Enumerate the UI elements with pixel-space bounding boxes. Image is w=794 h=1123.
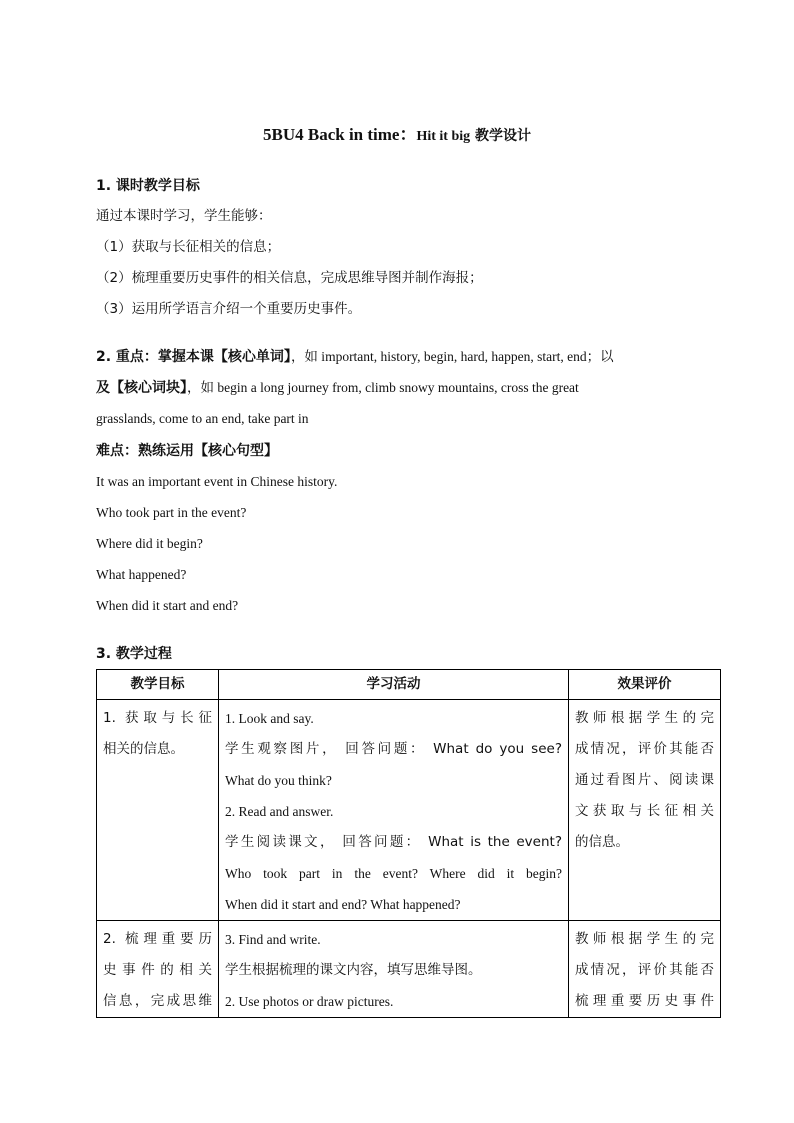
title-sub: Hit it big (416, 129, 471, 144)
activity-line: What do you think? (225, 773, 332, 788)
row2-goal-line: 信息，完成思维 (103, 993, 212, 1009)
table-row (97, 700, 721, 921)
evaluation-line: 文获取与长征相关 (575, 803, 714, 819)
key-points-line (96, 346, 698, 368)
activity-line: 3. Find and write. (225, 932, 321, 947)
objective-item-1: （1）获取与长征相关的信息； (96, 239, 281, 255)
key-phrases-line (96, 377, 698, 399)
core-sentence-1: It was an important event in Chinese history. (96, 474, 338, 489)
activity-line: 学生根据梳理的课文内容，填写思维导图。 (225, 962, 482, 978)
evaluation-line: 成情况，评价其能否 (575, 741, 714, 757)
teaching-process-table (96, 669, 721, 1018)
core-sentence-5: When did it start and end? (96, 598, 239, 613)
activity-line: 1. Look and say. (225, 711, 314, 726)
objective-item-3: （3）运用所学语言介绍一个重要历史事件。 (96, 301, 362, 317)
table-row (97, 921, 721, 1018)
table-header-row (97, 670, 721, 700)
section3-heading: 3. 教学过程 (96, 646, 172, 662)
evaluation-line: 教师根据学生的完 (575, 931, 714, 947)
core-sentence-4: What happened? (96, 567, 187, 582)
evaluation-line: 梳理重要历史事件 (575, 993, 714, 1009)
title-cn: 教学设计 (470, 128, 532, 144)
core-sentence-3: Where did it begin? (96, 536, 203, 551)
activity-line: When did it start and end? What happened? (225, 897, 461, 912)
document-title (0, 122, 794, 150)
section1-intro: 通过本课时学习，学生能够： (96, 208, 272, 224)
evaluation-line: 的信息。 (575, 834, 629, 850)
row2-goal-line: 2. 梳理重要历 (103, 931, 212, 947)
difficulty-label: 难点：熟练运用【核心句型】 (96, 443, 278, 459)
evaluation-line: 成情况，评价其能否 (575, 962, 714, 978)
activity-line: 2. Read and answer. (225, 804, 334, 819)
evaluation-line: 通过看图片、阅读课 (575, 772, 714, 788)
key-phrases: ，如 begin a long journey from, climb snowy mountains, cross the great (187, 380, 579, 395)
title-main: 5BU4 Back in time： (262, 125, 417, 144)
evaluation-line: 教师根据学生的完 (575, 710, 714, 726)
row2-evaluation (569, 921, 721, 1018)
key-phrases-label: 及【核心词块】 (96, 380, 187, 396)
key-words: ，如 important, history, begin, hard, happen, start, end；以 (290, 349, 614, 364)
core-sentence-2: Who took part in the event? (96, 505, 247, 520)
objective-item-2: （2）梳理重要历史事件的相关信息，完成思维导图并制作海报； (96, 270, 483, 286)
row1-evaluation (569, 700, 721, 921)
row2-goal-line: 史事件的相关 (103, 962, 212, 978)
row2-activities (219, 921, 569, 1018)
key-points-label: 2. 重点：掌握本课【核心单词】 (96, 349, 291, 365)
row1-activities (219, 700, 569, 921)
activity-line: Who took part in the event? Where did it begin? (225, 866, 562, 881)
key-phrases-continued: grasslands, come to an end, take part in (96, 411, 309, 426)
activity-line: 学生观察图片， 回答问题： What do you see? (225, 741, 562, 757)
row1-goal-line: 1. 获取与长征 (103, 710, 212, 726)
activity-line: 2. Use photos or draw pictures. (225, 994, 394, 1009)
row1-goal (97, 700, 219, 921)
section1-heading: 1. 课时教学目标 (96, 178, 200, 194)
header-goal: 教学目标 (97, 670, 219, 700)
activity-line: 学生阅读课文， 回答问题： What is the event? (225, 834, 562, 850)
row2-goal (97, 921, 219, 1018)
header-evaluation: 效果评价 (569, 670, 721, 700)
header-activities: 学习活动 (219, 670, 569, 700)
row1-goal-line: 相关的信息。 (103, 741, 184, 757)
